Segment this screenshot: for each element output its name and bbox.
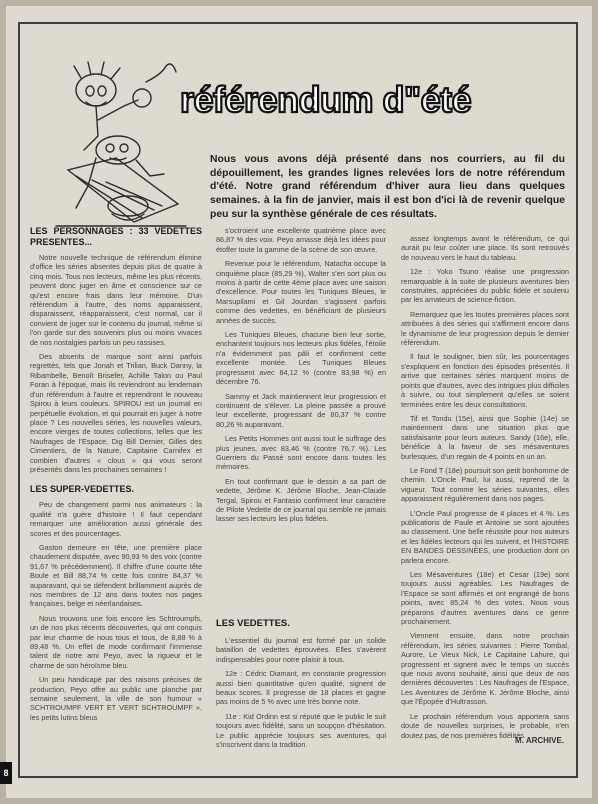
paragraph: 12e : Yoko Tsuno réalise une progression remarquable à la suite de plusieurs aventures bien construites, appréciées du public fidèle et soutenu par les amateurs de science-fiction. <box>401 267 569 305</box>
paragraph: Nous trouvons une fois encore les Schtroumpfs, un de nos plus récents découvertes, qui ont conquis par leur charme de nous tous et tous, de 8,88 % à 89,48 %. Un effet de mode confirmant l'immense talent de notre ami Peyo, avec la rigueur et le charme de son héroïsme bleu. <box>30 613 202 670</box>
column-right <box>401 234 569 745</box>
paragraph: L'Oncle Paul progresse de 4 places et 4 %. Les publications de Paule et Antoine se sont ajoutées au classement. Une belle réussite pour nos auteurs et les fidèles lecteurs qui les suivent, et l'HISTOIRE EN BANDES DESSINÉES, une production dont on parlera encore. <box>401 508 569 565</box>
paragraph: Les Mésaventures (18e) et Cesar (19e) sont toujours aussi agréables. Les Naufrages de l'Espace se sont affirmés et ont engrangé de bons points, avec 85,24 % des votes. Nous vous préparons d'autres aventures dans ce genre prochainement. <box>401 570 569 627</box>
paragraph: Le Fond T (18e) poursuit son petit bonhomme de chemin. L'Oncle Paul, lui aussi, reprend de la vigueur. Tout comme les séries suivantes, elles apparaissent régulièrement dans nos pages. <box>401 465 569 504</box>
paragraph: Le prochain référendum vous apportera sans doute de nouvelles surprises, le probable, n'en doutez pas, de nos premières fidélités. <box>401 711 569 740</box>
paragraph: Sammy et Jack maintiennent leur progression et continuent de s'élever. La pleine passée a prouvé leur excellente, progressant de 80,37 % contre 80,26 % auparavant. <box>216 391 386 429</box>
paragraph: Notre nouvelle technique de référendum élimine d'office les séries absentes depuis plus de quatre à cinq mois. Tous nos lecteurs, même les plus récents, peuvent donc juger en âme et conscience sur ce qu'est encore frais dans leur mémoire. D'un référendum à l'autre, des noms apparaissent, disparaissent, réapparaissent, c'est normal, car il convient de juger sur le contenu du journal, même si l'on garde sur des souvenirs plus ou moins vivaces de nos nostalgies parfois un peu rassises. <box>30 253 202 347</box>
paragraph: L'essentiel du journal est formé par un solide bataillon de vedettes éprouvées. Elles s'avèrent indispensables pour notre plaisir à tous. <box>216 636 386 664</box>
section-heading-super-vedettes: LES SUPER-VEDETTES. <box>30 484 135 495</box>
column-center <box>216 226 386 529</box>
paragraph: Peu de changement parmi nos animateurs : la qualité n'a guère d'histoire ! Il faut cependant remarquer une amélioration aussi générale des scores et des pourcentages. <box>30 500 202 538</box>
column-left <box>30 226 202 727</box>
author-signature: M. ARCHIVE. <box>515 736 565 745</box>
paragraph: s'octroient une excellente quatrième place avec 86,87 % des voix. Peyo amasse déjà les idées pour étoffer toute la gamme de la scène de son œuvre. <box>216 226 386 254</box>
paragraph: Remarquez que les toutes premières places sont attribuées à des séries qui s'affirment encore dans le dynamisme de leur progression depuis le dernier référendum. <box>401 309 569 348</box>
section-heading-personnages: LES PERSONNAGES : 33 VEDETTES PRESENTES... <box>30 226 202 247</box>
paragraph: Les Petits Hommes ont aussi tout le suffrage des plus jeunes, avec 83,46 % (contre 76,7 %). Les Guerriers du Passé sont encore dans toutes les mémoires. <box>216 434 386 472</box>
paragraph: 12e : Cédric Diamant, en constante progression aussi bien quantitative qu'en qualité, signent de beaux scores. Il progresse de 18 places et gagne pas moins de 5 % avec une très bonne note. <box>216 669 386 707</box>
paragraph: Les Tuniques Bleues, chacune bien leur sortie, enchantent toujours nos lecteurs plus fidèles, l'étoile n'a évidemment pas pâli et confirment cette excellente montée. Les Tuniques Bleues progressent avec 84,12 % (contre 83,98 %) en décembre 76. <box>216 330 386 387</box>
title-lettering <box>178 78 508 122</box>
paragraph: Gaston demeure en tête, une première place chaudement disputée, avec 90,93 % des voix (contre 91,67 % précédemment). Il chiffre d'une courte tête Boule et Bill 88,74 % cette fois contre 84,37 % auparavant, qui se défendent brillamment auprès de nos membres de 12 ans dans toutes nos pages françaises, belge et néerlandaises. <box>30 542 202 609</box>
paragraph: Des absents de marque sont ainsi parfois regrettés, tels que Jonah et Trilian, Buck Danny, la Ribambelle, Benoît Brisefer, Achille Talon ou Paul Foran à l'époque, mais ils reviendront au lendemain d'un référendum à l'autre et reprendront le nouveau Spirou à leurs couleurs. SPIROU est un journal en perpétuelle évolution, et qui pourrait en juger à notre place ? Les nouvelles séries, les nouvelles valeurs, encore vierges de toutes collections, telles que les Naufrages de l'Espace, Dig Bill Dernier, Gilles des Cimentiers, de la Nature, Capitaine Carnifex et combien d'autres « clous » qui vous seront présentés dans les prochaines semaines ! <box>30 352 202 474</box>
section-heading-vedettes: LES VEDETTES. <box>216 618 290 629</box>
paragraph: assez longtemps avant le référendum, ce qui aurait pu leur coûter une place. Ils sont retrouvés de nouveau vers le haut du tableau. <box>401 234 569 262</box>
paragraph: Il faut le souligner, bien sûr, les pourcentages s'expliquent en fonction des épisodes présentés. Il arrive que certaines séries marquent moins de points que d'autres, avec des intrigues plus difficiles à suivre, ou tout simplement qu'elles se soient terminées entre les deux consultations. <box>401 352 569 409</box>
page-title: référendum d"été <box>180 79 472 120</box>
paragraph: Viennent ensuite, dans notre prochain référendum, les séries suivantes : Pierre Tombal, Aurore, Le Vieux Nick, Le Capitaine Lahure, qui progressent et signent avec le temps un succès que nous avons souhaité, ainsi que deux de nos dernières découvertes : Les Naufrages de l'Espace, Les Aventures de Jérôme K. Jérôme Bloche, ainsi que l'Épopée d'Hultrasson. <box>401 631 569 707</box>
column-center-lower <box>216 636 386 754</box>
intro-paragraph: Nous vous avons déjà présenté dans nos courriers, au fil du dépouillement, les grandes lignes relevées lors de notre référendum d'été. Notre grand référendum d'hiver aura lieu dans quelques semaines. à la fin de janvier, mais il est bon d'ici là de revenir quelque peu sur la synthèse générale de ces résultats. <box>210 154 565 220</box>
paragraph: Revenue pour le référendum, Natacha occupe la cinquième place (85,29 %), Walter s'en sort plus ou moins à partir de cette 4ème place avec une saison d'excellence. Pour toutes les Tuniques Bleues, le Marsupilami et Gil Jourdan s'agissent parfois comme des vedettes, en bénéficiant de plusieurs années de succès. <box>216 259 386 325</box>
cartoon-illustration <box>46 58 196 233</box>
paragraph: Un peu handicapé par des raisons précises de production, Peyo offre au public une planche par semaine seulement, la ville de son humour « SCHTROUMPF VERT ET VERT SCHTROUMPF », les petits lutins bleus <box>30 675 202 722</box>
paragraph: Tif et Tondu (15e), ainsi que Sophie (14e) se maintiennent dans une situation plus que satisfaisante pour leurs auteurs. Sandy (16e), elle, bénéficie à la faveur de ses mésaventures burlesques, d'un regain de 4 points en un an. <box>401 413 569 461</box>
paragraph: En tout confirmant que le dessin a sa part de vedette, Jérôme K. Jérôme Bloche, Jean-Claude Tergal, Spirou et Fantasio confirment leur caractère de Pilote Vedette de ce journal qui semble ne jamais lasser ses lecteurs les plus fidèles. <box>216 476 386 524</box>
page-number: 8 <box>0 762 12 784</box>
paragraph: 11e : Kid Ordinn est si réputé que le public le suit toujours avec fidélité, sans un soupçon d'hésitation. Le public apprécie toujours ses aventures, qui s'inscrivent dans la tradition. <box>216 711 386 750</box>
